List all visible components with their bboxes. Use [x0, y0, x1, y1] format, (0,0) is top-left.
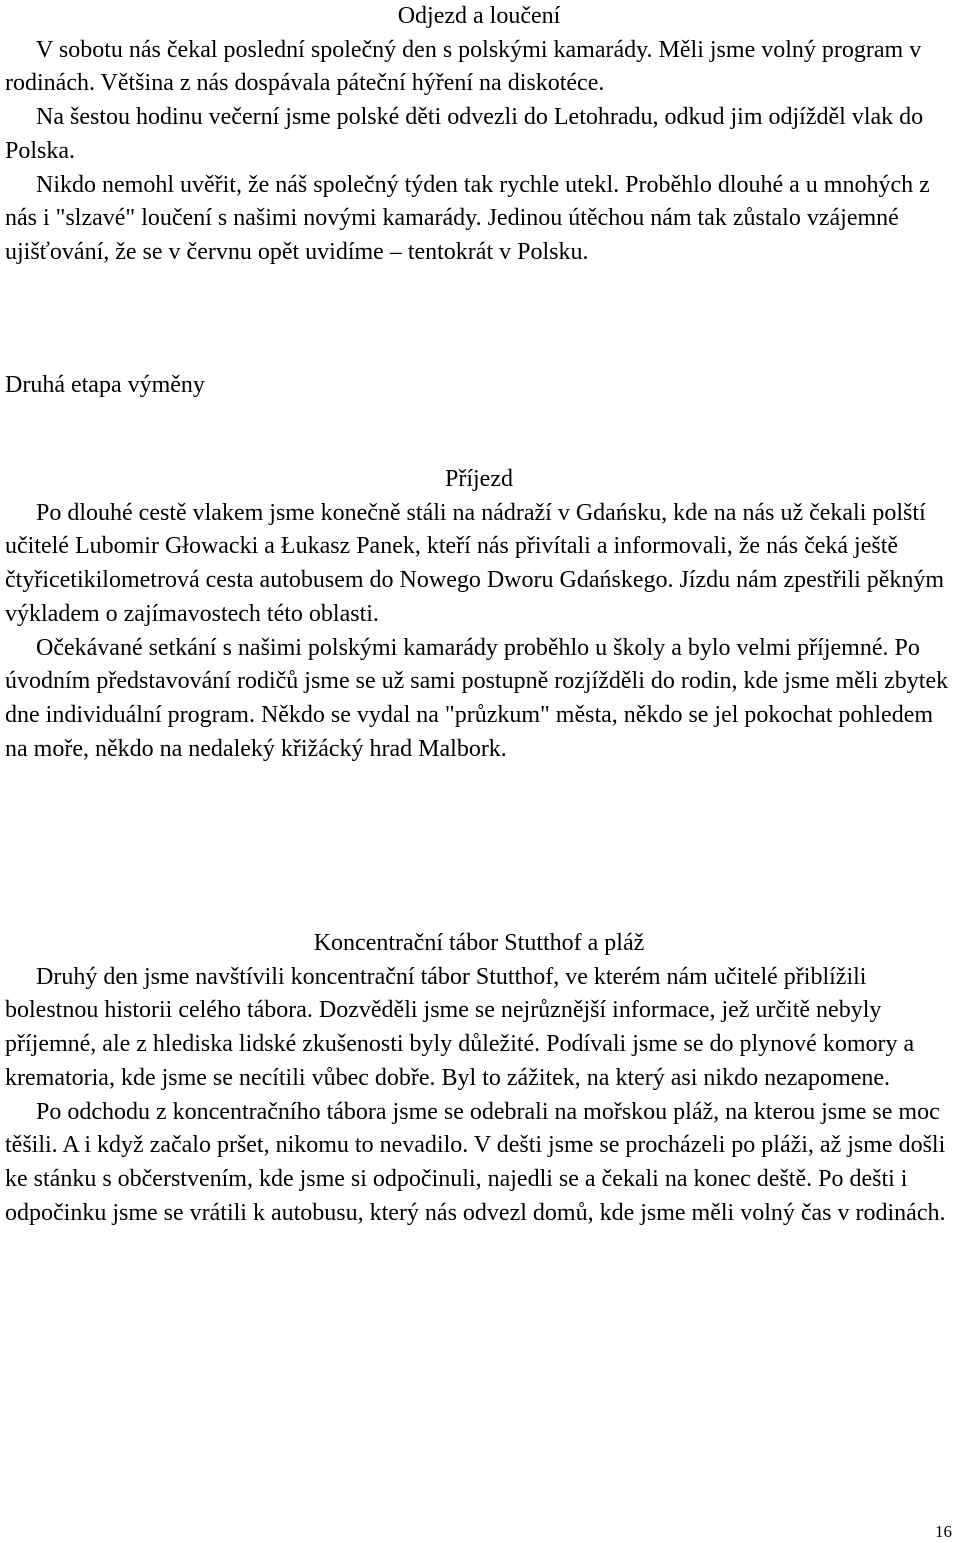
- section-heading: Příjezd: [445, 466, 513, 492]
- section-druha-etapa: [5, 369, 953, 403]
- paragraph: Na šestou hodinu večerní jsme polské děti odvezli do Letohradu, odkud jim odjížděl vlak do Polska.: [5, 104, 924, 164]
- section-prijezd: [5, 463, 953, 766]
- paragraph: Druhý den jsme navštívili koncentrační tábor Stutthof, ve kterém nám učitelé přiblížili bolestnou historii celého tábora. Dozvěděli jsme se nejrůznější informace, jež určitě nebyly příjemné, ale z hlediska lidské zkušenosti byly důležité. Podívali jsme se do plynové komory a krematoria, kde jsme se necítili vůbec dobře. Byl to zážitek, na který asi nikdo nezapomene.: [5, 963, 915, 1091]
- section-heading: Odjezd a loučení: [397, 3, 561, 29]
- section-odjezd: [5, 0, 953, 270]
- section-title: Druhá etapa výměny: [5, 372, 205, 398]
- section-stutthof: [5, 927, 953, 1230]
- section-heading: Koncentrační tábor Stutthof a pláž: [313, 930, 645, 956]
- paragraph: Po dlouhé cestě vlakem jsme konečně stáli na nádraží v Gdańsku, kde na nás už čekali polští učitelé Lubomir Głowacki a Łukasz Panek, kteří nás přivítali a informovali, že nás čeká ještě čtyřicetikilometrová cesta autobusem do Nowego Dworu Gdańskego. Jízdu nám zpestřili pěkným výkladem o zajímavostech této oblasti.: [5, 499, 945, 627]
- page-number: 16: [935, 1522, 952, 1541]
- paragraph: Po odchodu z koncentračního tábora jsme se odebrali na mořskou pláž, na kterou jsme se moc těšili. A i když začalo pršet, nikomu to nevadilo. V dešti jsme se procházeli po pláži, až jsme došli ke stánku s občerstvením, kde jsme si odpočinuli, najedli se a čekali na konec deště. Po dešti i odpočinku jsme se vrátili k autobusu, který nás odvezl domů, kde jsme měli volný čas v rodinách.: [5, 1098, 946, 1226]
- paragraph: Očekávané setkání s našimi polskými kamarády proběhlo u školy a bylo velmi příjemné. Po úvodním představování rodičů jsme se už sami postupně rozjížděli do rodin, kde jsme měli zbytek dne individuální program. Někdo se vydal na "průzkum" města, někdo se jel pokochat pohledem na moře, někdo na nedaleký křižácký hrad Malbork.: [5, 634, 949, 762]
- paragraph: V sobotu nás čekal poslední společný den s polskými kamarády. Měli jsme volný program v rodinách. Většina z nás dospávala páteční hýření na diskotéce.: [5, 36, 922, 97]
- paragraph: Nikdo nemohl uvěřit, že náš společný týden tak rychle utekl. Proběhlo dlouhé a u mnohých z nás i "slzavé" loučení s našimi novými kamarády. Jedinou útěchou nám tak zůstalo vzájemné ujišťování, že se v červnu opět uvidíme – tentokrát v Polsku.: [5, 171, 930, 265]
